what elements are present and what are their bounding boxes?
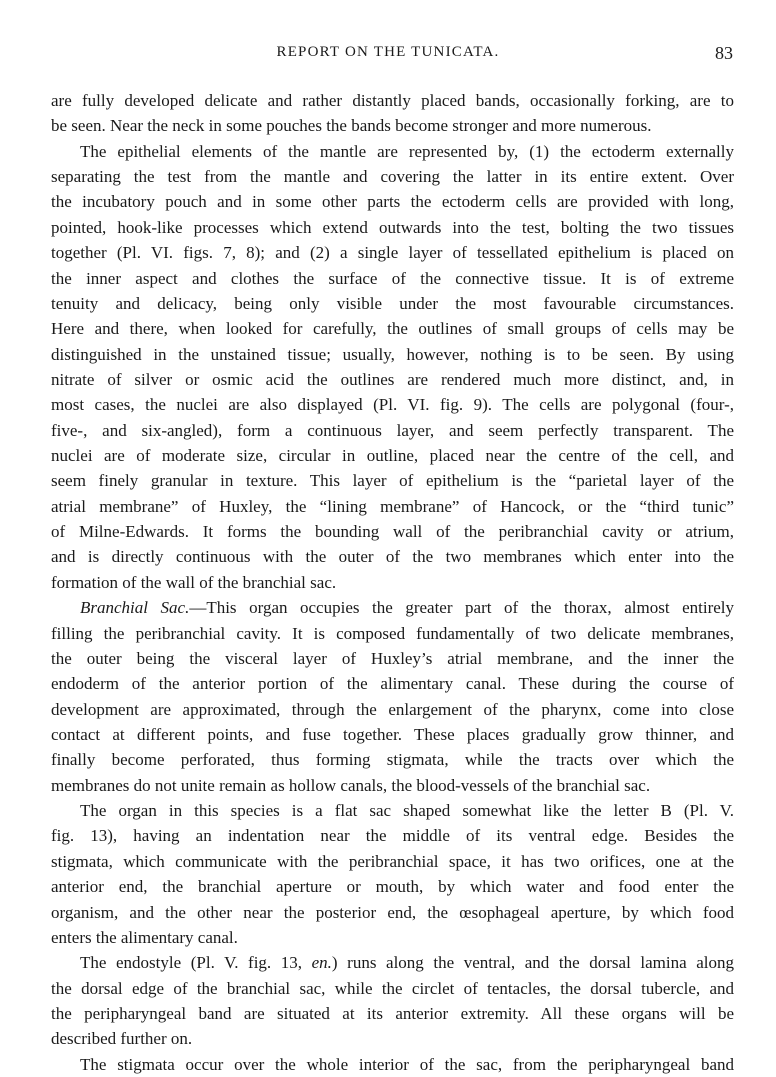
line-text: atrial membrane” of Huxley, the “lining membrane” of Hancock, or the “third tunic” [51,496,734,516]
text-line [51,697,734,722]
line-text: anterior end, the branchial aperture or mouth, by which water and food enter the [51,877,734,897]
page-number: 83 [715,43,733,63]
line-text: The epithelial elements of the mantle are represented by, (1) the ectoderm externally [80,141,734,161]
paragraph [51,88,734,139]
figure-reference: en. [311,953,332,973]
line-text: pointed, hook-like processes which extend outwards into the test, bolting the two tissues [51,217,734,237]
line-text: filling the peribranchial cavity. It is composed fundamentally of two delicate membranes, [51,623,734,643]
paragraph [51,1052,734,1077]
text-line [51,849,734,874]
line-text: contact at different points, and fuse together. These places gradually grow thinner, and [51,724,734,744]
section-heading: Branchial Sac. [80,598,190,618]
line-text: the peripharyngeal band are situated at its anterior extremity. All these organs will be [51,1003,734,1023]
text-line [51,621,734,646]
text-line [51,1001,734,1026]
line-text: nuclei are of moderate size, circular in outline, placed near the centre of the cell, and [51,446,734,466]
body-text [51,88,734,1077]
text-line [51,342,734,367]
text-line [51,1052,734,1077]
text-line [51,367,734,392]
text-line [51,291,734,316]
line-text: the incubatory pouch and in some other parts the ectoderm cells are provided with long, [51,192,734,212]
paragraph [51,950,734,1051]
text-line [51,773,734,798]
text-line [51,570,734,595]
line-text: membranes do not unite remain as hollow canals, the blood-vessels of the branchial sac. [51,775,651,795]
text-line [51,443,734,468]
text-line [51,215,734,240]
line-text: tenuity and delicacy, being only visible under the most favourable circumstances. [51,293,734,313]
line-text: finally become perforated, thus forming stigmata, while the tracts over which the [51,750,734,770]
line-text: five-, and six-angled), form a continuous layer, and seem perfectly transparent. The [51,420,734,440]
text-line [51,874,734,899]
text-line [51,900,734,925]
text-line [51,494,734,519]
paragraph [51,139,734,595]
text-line [51,544,734,569]
text-line [51,747,734,772]
line-text: formation of the wall of the branchial sac. [51,572,337,592]
line-text: together (Pl. VI. figs. 7, 8); and (2) a single layer of tessellated epithelium is placed on [51,243,734,263]
text-line [51,468,734,493]
paragraph [51,798,734,950]
line-text: be seen. Near the neck in some pouches the bands become stronger and more numerous. [51,116,652,136]
text-line [51,316,734,341]
line-text: separating the test from the mantle and covering the latter in its entire extent. Over [51,167,734,187]
running-head: REPORT ON THE TUNICATA. [276,44,500,60]
text-line [51,519,734,544]
text-line [51,240,734,265]
line-text: enters the alimentary canal. [51,927,238,947]
text-line [51,646,734,671]
text-line [51,113,734,138]
text-line [51,392,734,417]
text-line [51,798,734,823]
text-line [51,950,734,975]
line-text: The endostyle (Pl. V. fig. 13, [80,953,312,973]
paragraph [51,595,734,798]
line-text: the dorsal edge of the branchial sac, while the circlet of tentacles, the dorsal tubercle, and [51,978,734,998]
text-line [51,88,734,113]
line-text: fig. 13), having an indentation near the middle of its ventral edge. Besides the [51,826,734,846]
line-text: the outer being the visceral layer of Huxley’s atrial membrane, and the inner the [51,648,734,668]
line-text: the inner aspect and clothes the surface of the connective tissue. It is of extreme [51,268,734,288]
line-text: described further on. [51,1029,193,1049]
text-line [51,976,734,1001]
line-text: stigmata, which communicate with the peribranchial space, it has two orifices, one at the [51,851,734,871]
line-text: are fully developed delicate and rather distantly placed bands, occasionally forking, are to [51,91,734,110]
line-text: seem finely granular in texture. This layer of epithelium is the “parietal layer of the [51,471,734,491]
line-text: The organ in this species is a flat sac shaped somewhat like the letter B (Pl. V. [80,801,734,821]
line-text: organism, and the other near the posterior end, the œsophageal aperture, by which food [51,902,734,922]
line-text: nitrate of silver or osmic acid the outlines are rendered much more distinct, and, in [51,369,734,389]
text-line [51,164,734,189]
text-line [51,266,734,291]
line-text: ) runs along the ventral, and the dorsal lamina along [331,953,734,973]
line-text: The stigmata occur over the whole interior of the sac, from the peripharyngeal band [80,1054,734,1074]
line-text: distinguished in the unstained tissue; usually, however, nothing is to be seen. By using [51,344,734,364]
line-text: most cases, the nuclei are also displayed (Pl. VI. fig. 9). The cells are polygonal (four-, [51,395,734,415]
line-text: of Milne-Edwards. It forms the bounding wall of the peribranchial cavity or atrium, [51,522,734,542]
text-line [51,823,734,848]
text-line [51,418,734,443]
text-line [51,671,734,696]
line-text: endoderm of the anterior portion of the alimentary canal. These during the course of [51,674,734,694]
line-text: Here and there, when looked for carefully, the outlines of small groups of cells may be [51,319,734,339]
text-line [51,722,734,747]
text-line [51,595,734,620]
line-text: development are approximated, through the enlargement of the pharynx, come into close [51,699,734,719]
text-line [51,925,734,950]
line-text: and is directly continuous with the outer of the two membranes which enter into the [51,547,734,567]
text-line [51,139,734,164]
text-line [51,1026,734,1051]
line-text: —This organ occupies the greater part of the thorax, almost entirely [189,598,734,618]
text-line [51,189,734,214]
